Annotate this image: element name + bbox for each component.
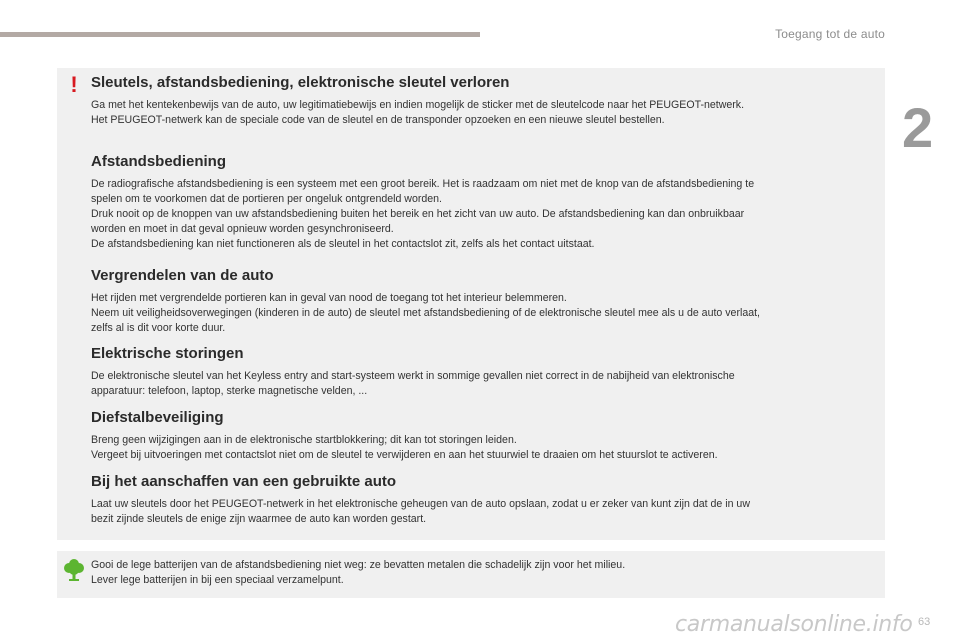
section-line: Neem uit veiligheidsoverwegingen (kinderen in de auto) de sleutel met afstandsbediening of de elektronische sleutel mee als u de auto verlaat,	[91, 307, 760, 319]
section-line: bezit zijnde sleutels de enige zijn waarmee de auto kan worden gestart.	[91, 513, 427, 525]
section-line: De afstandsbediening kan niet functioneren als de sleutel in het contactslot zit, zelfs als het contact uitstaat.	[91, 238, 595, 250]
chapter-number: 2	[902, 96, 934, 159]
warning-block	[91, 74, 881, 128]
header-rule	[0, 32, 480, 37]
section-heading: Diefstalbeveiliging	[91, 409, 224, 426]
eco-line: Lever lege batterijen in bij een speciaal verzamelpunt.	[91, 574, 344, 586]
section-diefstalbeveiliging	[91, 409, 881, 463]
section-title: Toegang tot de auto	[775, 27, 885, 41]
section-line: Vergeet bij uitvoeringen met contactslot niet om de sleutel te verwijderen en aan het stuurwiel te draaien om het stuurslot te activeren.	[91, 449, 718, 461]
section-line: zelfs al is dit voor korte duur.	[91, 322, 226, 334]
tree-icon	[63, 558, 85, 582]
section-vergrendelen	[91, 267, 881, 336]
section-line: spelen om te voorkomen dat de portieren per ongeluk ontgrendeld worden.	[91, 193, 442, 205]
warning-title: Sleutels, afstandsbediening, elektronische sleutel verloren	[91, 74, 510, 91]
section-line: Laat uw sleutels door het PEUGEOT-netwerk in het elektronische geheugen van de auto opslaan, zodat u er zeker van kunt zijn dat de in uw	[91, 498, 750, 510]
section-line: De radiografische afstandsbediening is een systeem met een groot bereik. Het is raadzaam om niet met de knop van de afstandsbediening te	[91, 178, 755, 190]
section-heading: Vergrendelen van de auto	[91, 267, 274, 284]
warning-line: Ga met het kentekenbewijs van de auto, uw legitimatiebewijs en indien mogelijk de sticker met de sleutelcode naar het PEUGEOT-netwerk.	[91, 99, 745, 111]
section-line: De elektronische sleutel van het Keyless entry and start-systeem werkt in sommige gevallen niet correct in de nabijheid van elektronische	[91, 370, 735, 382]
page-number: 63	[918, 616, 931, 628]
section-line: Breng geen wijzigingen aan in de elektronische startblokkering; dit kan tot storingen leiden.	[91, 434, 517, 446]
section-line: apparatuur: telefoon, laptop, sterke magnetische velden, ...	[91, 385, 368, 397]
section-heading: Elektrische storingen	[91, 345, 244, 362]
section-afstandsbediening	[91, 153, 881, 252]
section-storingen	[91, 345, 881, 399]
section-line: Druk nooit op de knoppen van uw afstandsbediening buiten het bereik en het zicht van uw auto. De afstandsbediening kan dan onbruikbaar	[91, 208, 745, 220]
section-line: worden en moet in dat geval opnieuw worden gesynchroniseerd.	[91, 223, 394, 235]
watermark: carmanualsonline.info	[675, 612, 913, 637]
section-heading: Bij het aanschaffen van een gebruikte auto	[91, 473, 397, 490]
exclamation-icon: !	[70, 72, 78, 97]
section-gebruikte-auto	[91, 473, 881, 527]
section-heading: Afstandsbediening	[91, 153, 227, 170]
eco-note	[91, 558, 881, 588]
warning-line: Het PEUGEOT-netwerk kan de speciale code van de sleutel en de transponder opzoeken en een nieuwe sleutel bestellen.	[91, 114, 665, 126]
section-line: Het rijden met vergrendelde portieren kan in geval van nood de toegang tot het interieur belemmeren.	[91, 292, 567, 304]
eco-line: Gooi de lege batterijen van de afstandsbediening niet weg: ze bevatten metalen die schadelijk zijn voor het milieu.	[91, 559, 626, 571]
